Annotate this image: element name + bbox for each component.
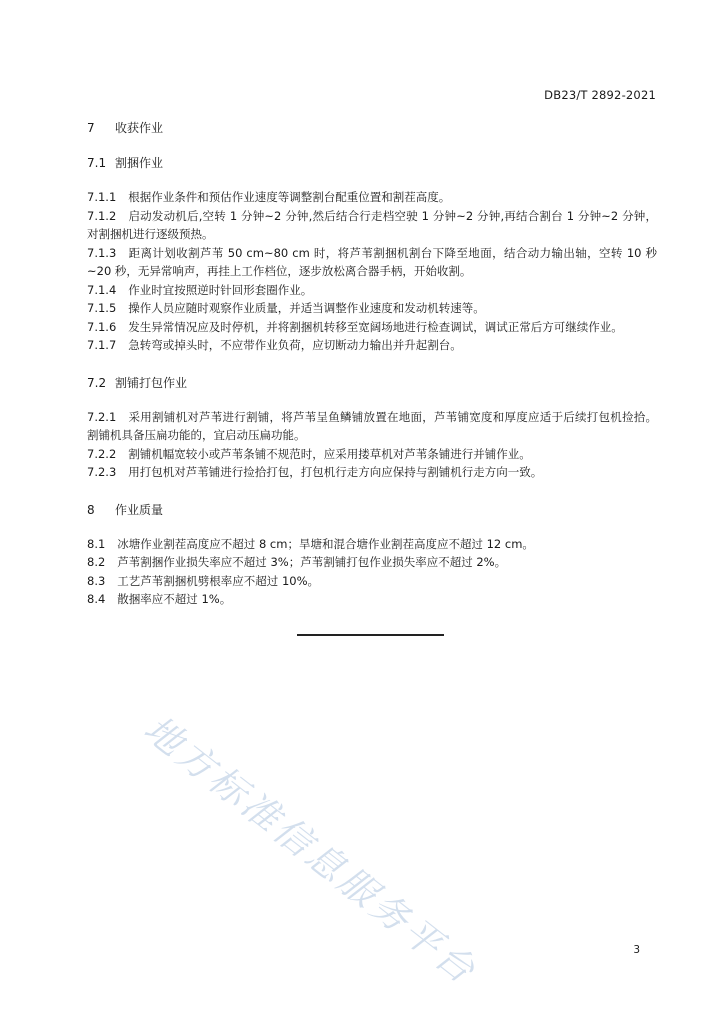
- section-title: 收获作业: [115, 121, 164, 135]
- section-heading: [87, 500, 657, 520]
- clause-text: 芦苇割捆作业损失率应不超过 3%；芦苇割铺打包作业损失率应不超过 2%。: [117, 555, 507, 569]
- section-number: 7: [87, 121, 95, 135]
- section-number: 8: [87, 502, 95, 517]
- clause: [87, 553, 657, 572]
- clause: [87, 299, 657, 318]
- clause: [87, 535, 657, 554]
- clause: [87, 281, 657, 300]
- subsection-number: 7.1: [87, 156, 107, 170]
- clause-text: 发生异常情况应及时停机，并将割捆机转移至宽阔场地进行检查调试，调试正常后方可继续作业。: [128, 319, 623, 334]
- clause-text: 距离计划收割芦苇 50 cm~80 cm 时，将芦苇割捆机割台下降至地面，结合动力输出轴，空转 10 秒~20 秒，无异常响声，再挂上工作档位，逐步放松离合器手柄，开始收割。: [87, 245, 657, 278]
- subsection-heading: [87, 153, 657, 173]
- clause-text: 工艺芦苇割捆机劈根率应不超过 10%。: [117, 573, 320, 588]
- clause-text: 散捆率应不超过 1%。: [117, 592, 232, 606]
- watermark: 地方标准信息服务平台: [135, 707, 486, 994]
- clause-text: 用打包机对芦苇铺进行捡拾打包，打包机行走方向应保持与割铺机行走方向一致。: [128, 465, 543, 479]
- clause-text: 采用割铺机对芦苇进行割铺，将芦苇呈鱼鳞铺放置在地面，芦苇铺宽度和厚度应适于后续打包机捡拾。割铺机具备压扁功能的，宜启动压扁功能。: [87, 409, 657, 442]
- clause-number: 7.2.2: [87, 446, 117, 461]
- clause: [87, 188, 657, 207]
- clause-text: 急转弯或掉头时，不应带作业负荷，应切断动力输出并升起割台。: [128, 338, 462, 352]
- clause-text: 根据作业条件和预估作业速度等调整割台配重位置和割茬高度。: [128, 190, 451, 204]
- clause-number: 8.1: [87, 536, 106, 551]
- clause-number: 7.1.4: [87, 282, 117, 297]
- clause: [87, 445, 657, 464]
- subsection-number: 7.2: [87, 375, 107, 390]
- clause: [87, 318, 657, 337]
- page-number: 3: [633, 944, 640, 956]
- clause-number: 7.1.6: [87, 319, 117, 334]
- document-body: [87, 118, 657, 609]
- clause-text: 冰塘作业割茬高度应不超过 8 cm；旱塘和混合塘作业割茬高度应不超过 12 cm。: [117, 536, 534, 551]
- clause-number: 7.1.2: [87, 208, 117, 223]
- clause: [87, 408, 657, 445]
- clause: [87, 572, 657, 591]
- subsection-title: 割捆作业: [115, 156, 164, 170]
- clause: [87, 590, 657, 609]
- clause-text: 启动发动机后,空转 1 分钟~2 分钟,然后结合行走档空驶 1 分钟~2 分钟,再结合割台 1 分钟~2 分钟，对割捆机进行逐级预热。: [87, 208, 657, 241]
- clause-number: 7.2.3: [87, 465, 117, 479]
- section-heading: [87, 118, 657, 138]
- clause: [87, 463, 657, 482]
- clause: [87, 336, 657, 355]
- clause-text: 操作人员应随时观察作业质量，并适当调整作业速度和发动机转速等。: [128, 301, 485, 315]
- section-title: 作业质量: [115, 502, 164, 517]
- clause-number: 8.4: [87, 592, 106, 606]
- clause-number: 8.3: [87, 573, 106, 588]
- clause-number: 8.2: [87, 555, 106, 569]
- subsection-title: 割铺打包作业: [115, 375, 188, 390]
- clause-text: 作业时宜按照逆时针回形套圈作业。: [128, 282, 313, 297]
- subsection-heading: [87, 373, 657, 393]
- end-of-text-rule: [297, 634, 444, 636]
- clause-text: 割铺机幅宽较小或芦苇条铺不规范时，应采用搂草机对芦苇条铺进行并铺作业。: [128, 446, 531, 461]
- clause-number: 7.1.7: [87, 338, 117, 352]
- clause: [87, 207, 657, 244]
- clause: [87, 244, 657, 281]
- clause-number: 7.1.1: [87, 190, 117, 204]
- standard-code: DB23/T 2892-2021: [544, 88, 656, 102]
- clause-number: 7.2.1: [87, 409, 117, 424]
- clause-number: 7.1.3: [87, 245, 117, 260]
- clause-number: 7.1.5: [87, 301, 117, 315]
